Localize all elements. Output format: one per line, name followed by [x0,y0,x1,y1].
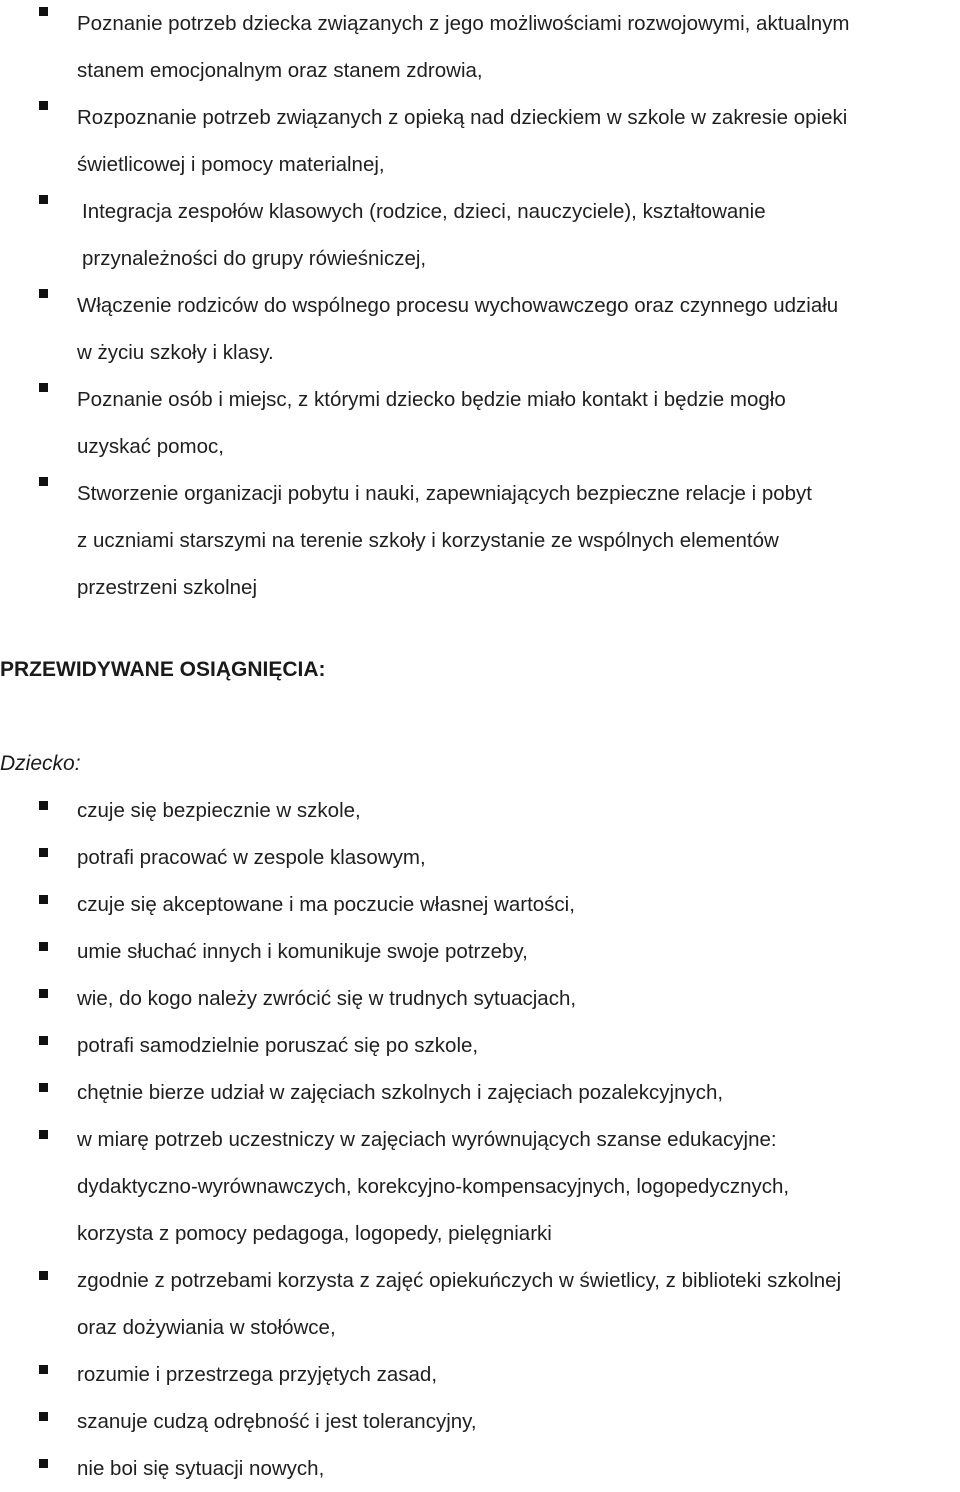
square-bullet-icon [39,383,48,392]
square-bullet-icon [39,1271,48,1280]
square-bullet-icon [39,1083,48,1092]
achievement-item-text: nie boi się sytuacji nowych, [77,1457,325,1480]
achievement-item-text: w miarę potrzeb uczestniczy w zajęciach wyrównujących szanse edukacyjne: [77,1128,777,1151]
square-bullet-icon [39,477,48,486]
goal-item-text: przynależności do grupy rówieśniczej, [82,247,427,270]
achievement-item [0,1351,960,1398]
goal-item-text: Poznanie potrzeb dziecka związanych z jego możliwościami rozwojowymi, aktualnym [77,12,850,35]
achievement-item [0,834,960,881]
square-bullet-icon [39,1365,48,1374]
achievement-item [0,1069,960,1116]
square-bullet-icon [39,1459,48,1468]
achievement-item [0,1022,960,1069]
achievement-item-text: oraz dożywiania w stołówce, [77,1316,336,1339]
achievement-item-text: korzysta z pomocy pedagoga, logopedy, pielęgniarki [77,1222,552,1245]
achievement-item [0,928,960,975]
square-bullet-icon [39,7,48,16]
goal-item [0,376,960,470]
achievement-item-text: potrafi samodzielnie poruszać się po szkole, [77,1034,479,1057]
square-bullet-icon [39,848,48,857]
section-subheading: Dziecko: [0,752,81,775]
achievement-item-text: umie słuchać innych i komunikuje swoje potrzeby, [77,940,528,963]
goal-item-text: Włączenie rodziców do wspólnego procesu wychowawczego oraz czynnego udziału [77,294,839,317]
achievement-item [0,1445,960,1492]
section-heading: PRZEWIDYWANE OSIĄGNIĘCIA: [0,658,326,681]
achievement-item [0,975,960,1022]
achievement-item-text: rozumie i przestrzega przyjętych zasad, [77,1363,438,1386]
square-bullet-icon [39,101,48,110]
achievement-item-text: potrafi pracować w zespole klasowym, [77,846,426,869]
achievement-item-text: czuje się akceptowane i ma poczucie własnej wartości, [77,893,575,916]
square-bullet-icon [39,801,48,810]
square-bullet-icon [39,289,48,298]
goal-item-text: z uczniami starszymi na terenie szkoły i korzystanie ze wspólnych elementów [77,529,779,552]
goal-item-text: stanem emocjonalnym oraz stanem zdrowia, [77,59,483,82]
goal-item [0,0,960,94]
achievement-item-text: szanuje cudzą odrębność i jest tolerancyjny, [77,1410,477,1433]
achievement-item-text: czuje się bezpiecznie w szkole, [77,799,361,822]
goals-list [0,0,960,611]
achievements-list [0,787,960,1492]
achievement-item [0,881,960,928]
achievement-item-text: dydaktyczno-wyrównawczych, korekcyjno-kompensacyjnych, logopedycznych, [77,1175,790,1198]
goal-item-text: Stworzenie organizacji pobytu i nauki, zapewniających bezpieczne relacje i pobyt [77,482,812,505]
square-bullet-icon [39,942,48,951]
achievement-item [0,1257,960,1351]
achievement-item [0,1398,960,1445]
goal-item [0,188,960,282]
square-bullet-icon [39,895,48,904]
square-bullet-icon [39,1130,48,1139]
goal-item [0,94,960,188]
goal-item-text: przestrzeni szkolnej [77,576,258,599]
goal-item-text: w życiu szkoły i klasy. [77,341,274,364]
achievement-item-text: wie, do kogo należy zwrócić się w trudnych sytuacjach, [77,987,577,1010]
goal-item-text: Rozpoznanie potrzeb związanych z opieką nad dzieckiem w szkole w zakresie opieki [77,106,848,129]
goal-item-text: uzyskać pomoc, [77,435,224,458]
square-bullet-icon [39,989,48,998]
square-bullet-icon [39,195,48,204]
goal-item-text: Poznanie osób i miejsc, z którymi dziecko będzie miało kontakt i będzie mogło [77,388,786,411]
goal-item-text: Integracja zespołów klasowych (rodzice, dzieci, nauczyciele), kształtowanie [82,200,766,223]
square-bullet-icon [39,1412,48,1421]
achievement-item-text: chętnie bierze udział w zajęciach szkolnych i zajęciach pozalekcyjnych, [77,1081,724,1104]
achievement-item [0,1116,960,1257]
goal-item-text: świetlicowej i pomocy materialnej, [77,153,385,176]
square-bullet-icon [39,1036,48,1045]
goal-item [0,282,960,376]
achievement-item [0,787,960,834]
goal-item [0,470,960,611]
achievement-item-text: zgodnie z potrzebami korzysta z zajęć opiekuńczych w świetlicy, z biblioteki szkolnej [77,1269,842,1292]
